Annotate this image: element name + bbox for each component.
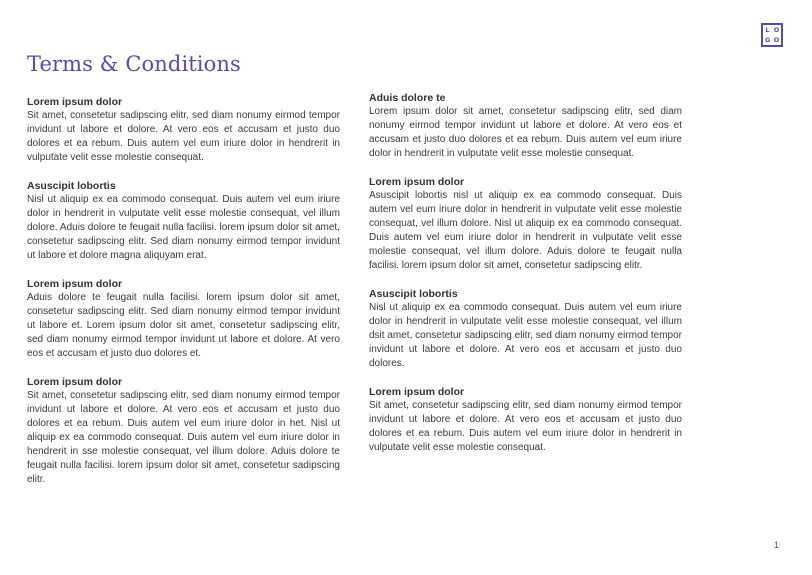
right-column [369, 91, 682, 469]
section [369, 287, 682, 371]
section-body: Sit amet, consetetur sadipscing elitr, sed diam nonumy eirmod tempor invidunt ut labore et dolore. At vero eos et accusam et justo duo dolores et ea rebum. Duis autem vel eum iriure dolor in hendrerit in vulputate velit esse molestie consequat. [27, 110, 340, 163]
section [369, 175, 682, 273]
section-body: Asuscipit lobortis nisl ut aliquip ex ea commodo consequat. Duis autem vel eum iriure dolor in hendrerit in vulputate velit esse molestie consequat, vel illum dolore. Nisl ut aliquip ex ea commodo consequat. Duis autem vel eum iriure dolor in hendrerit in vulputate velit esse molestie consequat, vel illum dolore. Aduis dolore te feugait nulla facilisi. lorem ipsum dolor sit amet, consetetur sadipscing elitr. [369, 190, 682, 271]
logo-letter: G [764, 35, 771, 44]
section-body: Nisl ut aliquip ex ea commodo consequat. Duis autem vel eum iriure dolor in hendrerit in vulputate velit esse molestie consequat, vel illum dsit amet, consetetur sadipscing elitr, sed diam nonumy eirmod tempor invidunt ut labore et dolore. At vero eos et accusam et justo duo dolores. [369, 302, 682, 369]
logo [761, 23, 783, 47]
section-body: Lorem ipsum dolor sit amet, consetetur sadipscing elitr, sed diam nonumy eirmod tempor invidunt ut labore et dolore. At vero eos et accusam et justo duo dolores et ea rebum. Duis autem vel eum iriure dolor in hendrerit in vulputate velit esse molestie consequat. [369, 106, 682, 159]
section-heading: Aduis dolore te [369, 92, 446, 104]
section [27, 277, 340, 361]
section [369, 385, 682, 455]
section [27, 375, 340, 487]
section-body: Aduis dolore te feugait nulla facilisi. lorem ipsum dolor sit amet, consetetur sadipscing elitr. Sed diam nonumy eirmod tempor invidunt ut labore et. Lorem ipsum dolor sit amet, consetetur sadipscing elitr, sed diam nonumy eirmod tempor invidunt ut labore et dolore. At vero eos et accusam et justo duo dolores et. [27, 292, 340, 359]
section-heading: Asuscipit lobortis [369, 288, 458, 300]
page-number: 1 [774, 540, 780, 550]
section [27, 95, 340, 165]
section-heading: Lorem ipsum dolor [27, 278, 123, 290]
section-heading: Lorem ipsum dolor [27, 376, 123, 388]
section-heading: Lorem ipsum dolor [27, 96, 123, 108]
section-heading: Lorem ipsum dolor [369, 176, 465, 188]
section-body: Nisl ut aliquip ex ea commodo consequat. Duis autem vel eum iriure dolor in hendrerit in vulputate velit esse molestie consequat, vel illum dolore. Aduis dolore te feugait nulla facilisi. lorem ipsum dolor sit amet, consetetur sadipscing elitr. Sed diam nonumy eirmod tempor invidunt ut labore et dolore magna aliquyam erat. [27, 194, 340, 261]
logo-letter: L [765, 25, 770, 34]
section-body: Sit amet, consetetur sadipscing elitr, sed diam nonumy eirmod tempor invidunt ut labore et dolore. At vero eos et accusam et justo duo dolores et ea rebum. Duis autem vel eum iriure dolor in hendrerit in vulputate velit esse molestie consequat. [369, 400, 682, 453]
logo-letter: O [773, 25, 780, 34]
page-title: Terms & Conditions [27, 52, 241, 76]
section-body: Sit amet, consetetur sadipscing elitr, sed diam nonumy eirmod tempor invidunt ut labore et dolore. At vero eos et accusam et justo duo dolores et ea rebum. Duis autem vel eum iriure dolor in het. Nisl ut aliquip ex ea commodo consequat. Duis autem vel eum iriure dolor in hendrerit in sse molestie consequat, vel illum dolore. Aduis dolore te feugait nulla facilisi. lorem ipsum dolor sit amet, consetetur sadipscing elitr. [27, 390, 340, 485]
section [27, 179, 340, 263]
section-heading: Asuscipit lobortis [27, 180, 116, 192]
section-heading: Lorem ipsum dolor [369, 386, 465, 398]
section [369, 91, 682, 161]
left-column [27, 95, 340, 501]
logo-letter: O [773, 35, 780, 44]
